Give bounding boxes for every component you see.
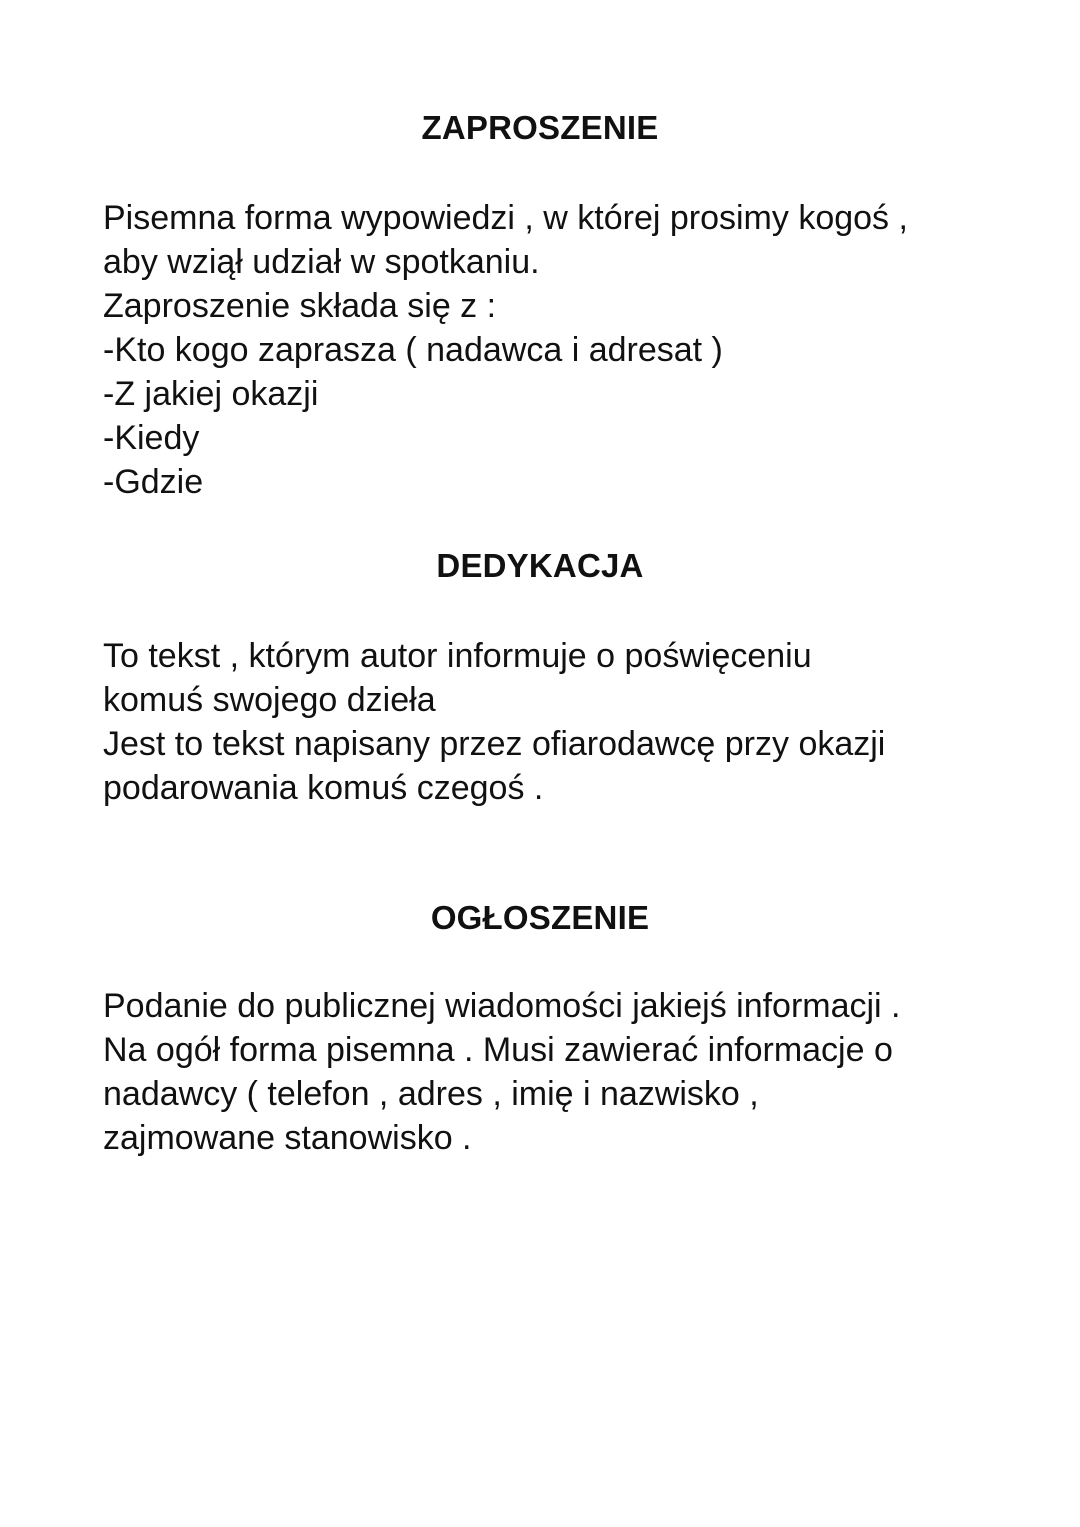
heading-dedykacja: DEDYKACJA (436, 547, 644, 584)
text-line: zajmowane stanowisko . (103, 1119, 472, 1157)
text-line: aby wziął udział w spotkaniu. (103, 243, 540, 281)
text-line: Zaproszenie składa się z : (103, 287, 497, 325)
text-line: Jest to tekst napisany przez ofiarodawcę przy okazji (103, 725, 886, 763)
list-item: -Kiedy (103, 419, 200, 457)
list-item: -Z jakiej okazji (103, 375, 319, 413)
text-line: nadawcy ( telefon , adres , imię i nazwisko , (103, 1075, 759, 1113)
paragraph-dedykacja (103, 634, 1003, 810)
text-line: komuś swojego dzieła (103, 681, 436, 719)
heading-ogloszenie: OGŁOSZENIE (430, 899, 650, 936)
paragraph-ogloszenie (103, 984, 1003, 1160)
paragraph-zaproszenie (103, 196, 1003, 504)
text-line: To tekst , którym autor informuje o poświęceniu (103, 637, 812, 675)
list-item: -Kto kogo zaprasza ( nadawca i adresat ) (103, 331, 723, 369)
text-line: Na ogół forma pisemna . Musi zawierać informacje o (103, 1031, 893, 1069)
list-item: -Gdzie (103, 463, 204, 501)
text-line: Pisemna forma wypowiedzi , w której prosimy kogoś , (103, 199, 908, 237)
text-line: podarowania komuś czegoś . (103, 769, 544, 807)
text-line: Podanie do publicznej wiadomości jakiejś informacji . (103, 987, 901, 1025)
heading-zaproszenie: ZAPROSZENIE (421, 109, 659, 146)
